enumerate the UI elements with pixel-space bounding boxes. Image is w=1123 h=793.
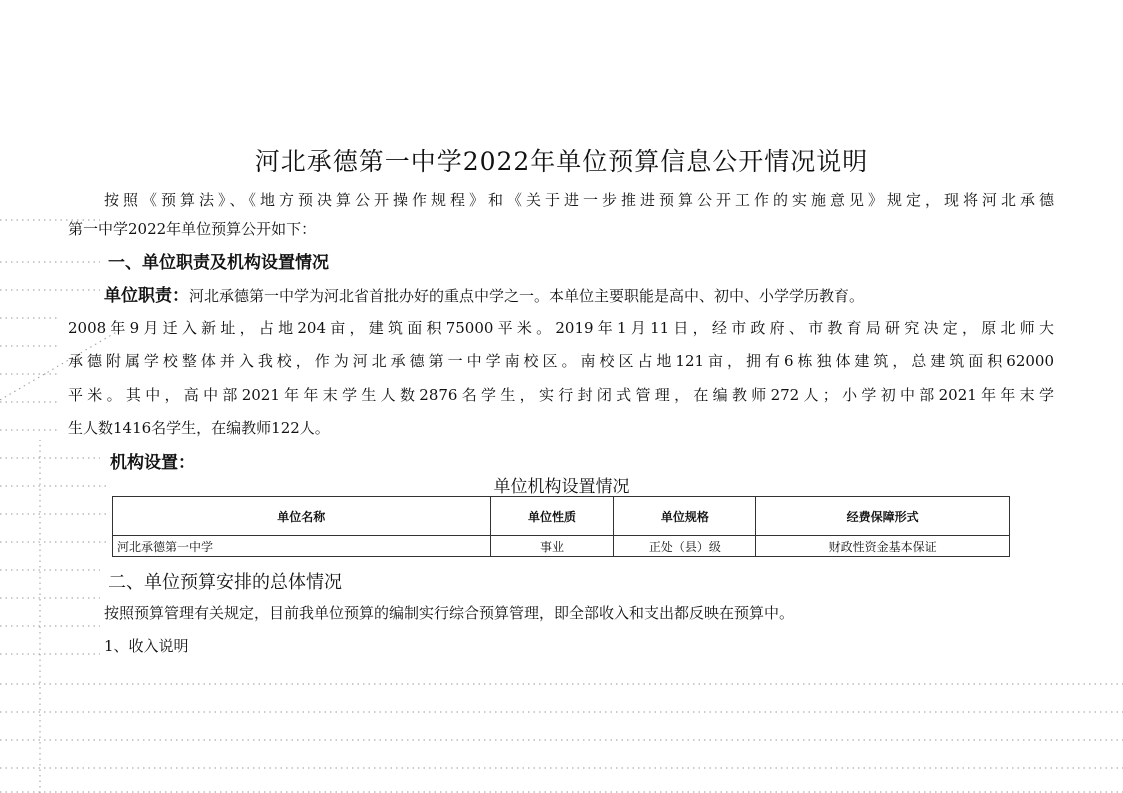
org-table-header-grade: 单位规格 — [614, 497, 756, 536]
org-table-header-nature: 单位性质 — [490, 497, 614, 536]
org-cell-grade: 正处（县）级 — [614, 536, 756, 557]
section-1-heading: 一、单位职责及机构设置情况 — [108, 253, 329, 273]
org-table-header-row — [113, 497, 1010, 536]
page-title: 河北承德第一中学2022年单位预算信息公开情况说明 — [254, 147, 869, 176]
section-2-paragraph: 按照预算管理有关规定，目前我单位预算的编制实行综合预算管理，即全部收入和支出都反映在预算中。 — [104, 604, 795, 622]
duty-label: 单位职责： — [104, 286, 189, 306]
duty-paragraph-line-3: 承德附属学校整体并入我校，作为河北承德第一中学南校区。南校区占地121亩，拥有6栋独体建筑，总建筑面积62000 — [68, 352, 1054, 370]
org-table-header-name: 单位名称 — [113, 497, 491, 536]
org-cell-name: 河北承德第一中学 — [113, 536, 491, 557]
intro-line-1: 按照《预算法》、《地方预决算公开操作规程》和《关于进一步推进预算公开工作的实施意见》规定，现将河北承德 — [104, 191, 1054, 209]
org-table — [112, 496, 1010, 557]
duty-text-1: 河北承德第一中学为河北省首批办好的重点中学之一。本单位主要职能是高中、初中、小学学历教育。 — [189, 287, 865, 305]
duty-paragraph-line-5: 生人数1416名学生，在编教师122人。 — [68, 419, 330, 437]
table-row — [113, 536, 1010, 557]
duty-paragraph-line-1 — [104, 286, 1054, 306]
org-cell-funding: 财政性资金基本保证 — [756, 536, 1010, 557]
intro-line-2: 第一中学2022年单位预算公开如下： — [68, 220, 317, 238]
org-table-caption: 单位机构设置情况 — [493, 477, 630, 497]
duty-paragraph-line-4: 平米。其中，高中部2021年年末学生人数2876名学生，实行封闭式管理，在编教师272人；小学初中部2021年年末学 — [68, 386, 1054, 404]
org-cell-nature: 事业 — [490, 536, 614, 557]
income-subheading: 1、收入说明 — [104, 637, 189, 655]
org-table-header-funding: 经费保障形式 — [756, 497, 1010, 536]
org-setup-label: 机构设置： — [110, 453, 195, 473]
duty-paragraph-line-2: 2008年9月迁入新址，占地204亩，建筑面积75000平米。2019年1月11日，经市政府、市教育局研究决定，原北师大 — [68, 319, 1054, 337]
section-2-heading: 二、单位预算安排的总体情况 — [108, 572, 342, 593]
